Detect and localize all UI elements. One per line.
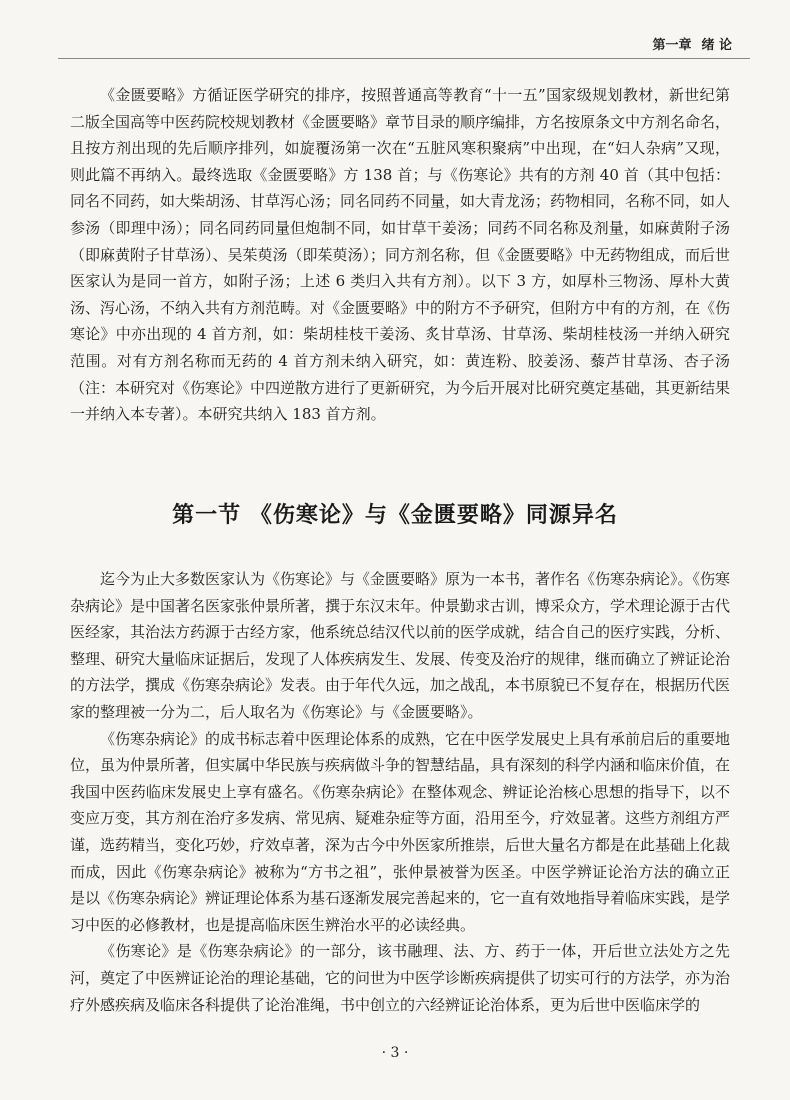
section-paragraph-1: 迄今为止大多数医家认为《伤寒论》与《金匮要略》原为一本书，著作名《伤寒杂病论》。《伤寒杂病论》是中国著名医家张仲景所著，撰于东汉末年。仲景勤求古训，博采众方，学术理论源于古代医经家，其治法方药源于古经方家，他系统总结汉代以前的医学成就，结合自己的医疗实践，分析、整理、研究大量临床证据后，发现了人体疾病发生、发展、传变及治疗的规律，继而确立了辨证论治的方法学，撰成《伤寒杂病论》发表。由于年代久远，加之战乱，本书原貌已不复存在，根据历代医家的整理被一分为二，后人取名为《伤寒论》与《金匮要略》。 xyxy=(70,570,731,721)
page-number: · 3 · xyxy=(381,1045,409,1061)
header-rule xyxy=(58,58,750,59)
section-paragraph-3: 《伤寒论》是《伤寒杂病论》的一部分，该书融理、法、方、药于一体，开后世立法处方之先河，奠定了中医辨证论治的理论基础，它的问世为中医学诊断疾病提供了切实可行的方法学，亦为治疗外感疾病及临床各科提供了论治准绳，书中创立的六经辨证论治体系，更为后世中医临床学的 xyxy=(70,942,731,1014)
intro-text xyxy=(70,82,730,428)
running-head xyxy=(652,34,732,53)
intro-paragraph: 《金匮要略》方循证医学研究的排序，按照普通高等教育“十一五”国家级规划教材，新世纪第二版全国高等中医药院校规划教材《金匮要略》章节目录的顺序编排，方名按原条文中方剂名命名，且按方剂出现的先后顺序排列，如旋覆汤第一次在“五脏风寒积聚病”中出现，在“妇人杂病”又现，则此篇不再纳入。最终选取《金匮要略》方 138 首；与《伤寒论》共有的方剂 40 首（其中包括：同名不同药，如大柴胡汤、甘草泻心汤；同名同药不同量，如大青龙汤；药物相同，名称不同，如人参汤（即理中汤）；同名同药同量但炮制不同，如甘草干姜汤；同药不同名称及剂量，如麻黄附子汤（即麻黄附子甘草汤）、吴茱萸汤（即茱萸汤）；同方剂名称，但《金匮要略》中无药物组成，而后世医家认为是同一首方，如附子汤；上述 6 类归入共有方剂）。以下 3 方，如厚朴三物汤、厚朴大黄汤、泻心汤，不纳入共有方剂范畴。对《金匮要略》中的附方不予研究，但附方中有的方剂，在《伤寒论》中亦出现的 4 首方剂，如：柴胡桂枝干姜汤、炙甘草汤、甘草汤、柴胡桂枝汤一并纳入研究范围。对有方剂名称而无药的 4 首方剂未纳入研究，如：黄连粉、胶姜汤、藜芦甘草汤、杏子汤（注：本研究对《伤寒论》中四逆散方进行了更新研究，为今后开展对比研究奠定基础，其更新结果一并纳入本专著）。本研究共纳入 183 首方剂。 xyxy=(70,86,731,424)
chapter-title: 绪 论 xyxy=(701,38,732,53)
section-paragraph-2: 《伤寒杂病论》的成书标志着中医理论体系的成熟，它在中医学发展史上具有承前启后的重要地位，虽为仲景所著，但实属中华民族与疾病做斗争的智慧结晶，具有深刻的科学内涵和临床价值，在我国中医药临床发展史上享有盛名。《伤寒杂病论》在整体观念、辨证论治核心思想的指导下，以不变应万变，其方剂在治疗多发病、常见病、疑难杂症等方面，沿用至今，疗效显著。这些方剂组方严谨，选药精当，变化巧妙，疗效卓著，深为古今中外医家所推崇，后世大量名方都是在此基础上化裁而成，因此《伤寒杂病论》被称为“方书之祖”，张仲景被誉为医圣。中医学辨证论治方法的确立正是以《伤寒杂病论》辨证理论体系为基石逐渐发展完善起来的，它一直有效地指导着临床实践，是学习中医的必修教材，也是提高临床医生辨治水平的必读经典。 xyxy=(70,729,731,934)
chapter-number: 第一章 xyxy=(652,38,692,53)
section-body xyxy=(70,566,730,1018)
section-heading: 第一节 《伤寒论》与《金匮要略》同源异名 xyxy=(172,503,618,528)
